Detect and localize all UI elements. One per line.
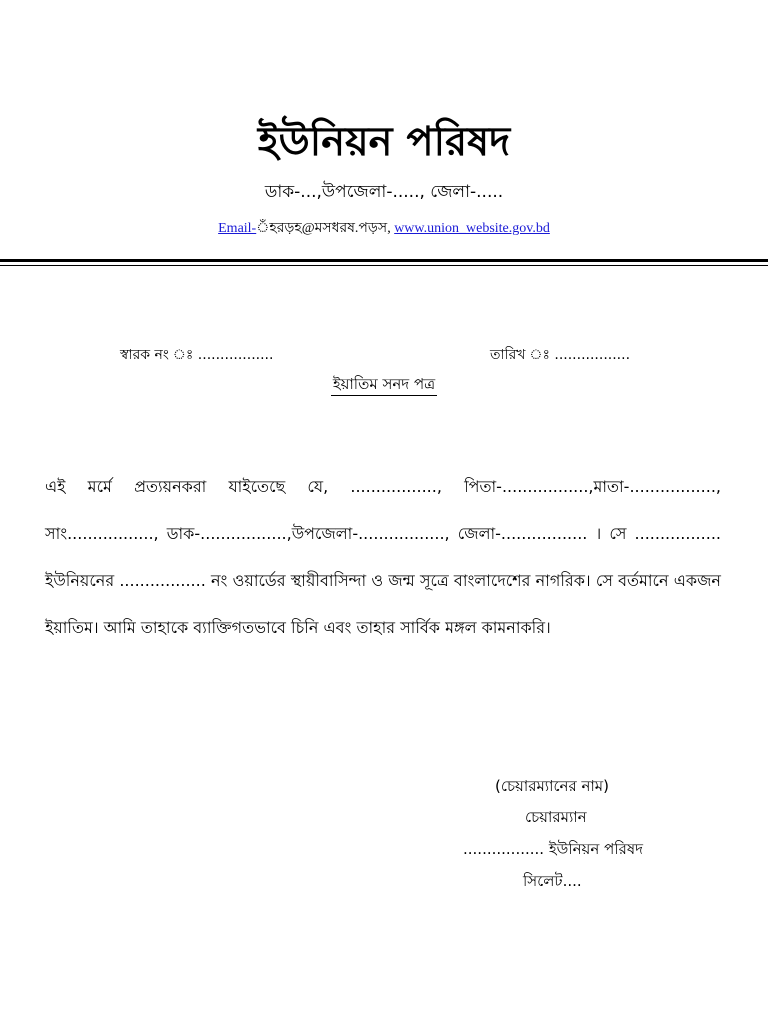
date-field: তারিখ ঃ ................. [490,347,631,363]
address-line: ডাক-...,উপজেলা-....., জেলা-..... [264,182,504,202]
email-link[interactable] [218,221,256,236]
email-label: Email- [218,221,257,236]
chairman-name: (চেয়ারম্যানের নাম) [495,777,609,795]
header-divider-thin [0,265,768,266]
contact-line [0,216,768,240]
website-link[interactable]: www.union_website.gov.bd [394,221,550,236]
header-divider-thick [0,259,768,262]
email-value: ঁহরড়হ@মসধরষ.পড়স [256,221,388,236]
subject-text: ইয়াতিম সনদ পত্র [331,375,437,396]
certificate-body: এই মর্মে প্রত্যয়নকরা যাইতেছে যে, ................., পিতা-.................,মাতা-................., সাং................., ডাক-.................,উপজেলা-................., জেলা-................. । সে ................. ইউনিয়নের ................. নং ওয়ার্ডের স্থায়ীবাসিন্দা ও জন্ম সূত্রে বাংলাদেশের নাগরিক। সে বর্তমানে একজন ইয়াতিম। আমি তাহাকে ব্যাক্তিগতভাবে চিনি এবং তাহার সার্বিক মঙ্গল কামনাকরি। [45,477,721,637]
district-name: সিলেট.... [523,872,582,890]
chairman-designation: চেয়ারম্যান [525,808,587,826]
union-name: ................. ইউনিয়ন পরিষদ [463,840,643,858]
subject-heading [0,373,768,398]
contact-separator: , [387,221,395,236]
page-title: ইউনিয়ন পরিষদ [257,119,511,165]
memo-number: স্বারক নং ঃ ................. [120,347,274,363]
